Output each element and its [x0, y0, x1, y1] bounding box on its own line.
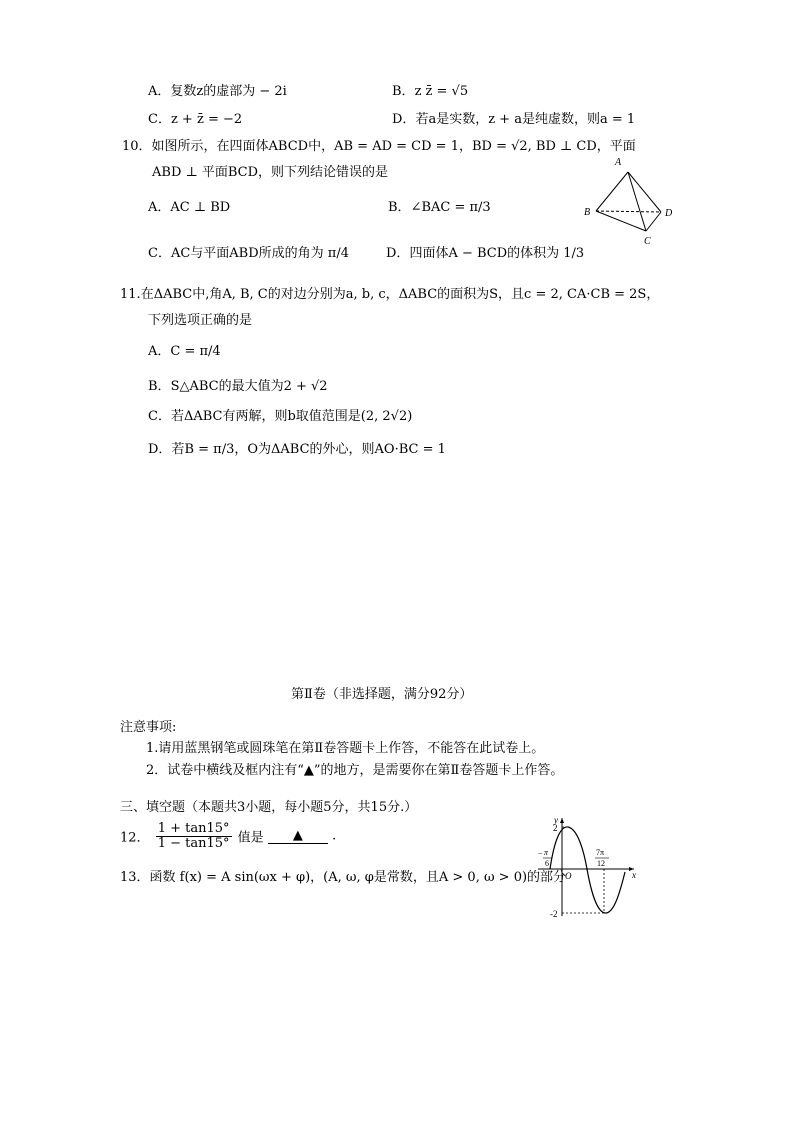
vertex-label-d: D [665, 208, 673, 219]
q12-answer-blank: ▲ [268, 828, 328, 844]
q10-option-d: D．四面体A − BCD的体积为 1/3 [386, 246, 585, 261]
q10-option-a: A．AC ⊥ BD [148, 200, 231, 215]
sine-curve [550, 827, 625, 913]
origin-label: O [565, 871, 572, 881]
q10-option-b: B．∠BAC = π/3 [388, 200, 491, 215]
q9-option-b: B．z z̄ = √5 [392, 84, 469, 99]
vertex-label-b: B [584, 207, 591, 218]
q12-numerator: 1 + tan15° [157, 821, 230, 836]
x-right-denominator: 12 [597, 859, 605, 868]
edge-ab [596, 172, 628, 211]
edge-bd-dashed [596, 211, 661, 212]
notice-item-2: 2．试卷中横线及框内注有“▲”的地方，是需要你在第Ⅱ卷答题卡上作答。 [146, 763, 564, 778]
q11-stem-line2: 下列选项正确的是 [148, 313, 253, 328]
notice-item-1: 1.请用蓝黑钢笔或圆珠笔在第Ⅱ卷答题卡上作答，不能答在此试卷上。 [146, 741, 545, 756]
tetrahedron-figure [580, 152, 680, 248]
edge-bc [596, 211, 646, 231]
x-right-numerator: 7π [596, 848, 605, 857]
vertex-label-a: A [615, 157, 622, 168]
q10-stem-line1: 10．如图所示，在四面体ABCD中，AB = AD = CD = 1，BD = √2, BD ⊥ CD，平面 [122, 139, 636, 154]
vertex-label-c: C [644, 236, 651, 247]
q12 [120, 822, 336, 850]
y-axis-label: y [554, 815, 558, 825]
part2-title: 第Ⅱ卷（非选择题，满分92分） [291, 687, 473, 702]
notice-title: 注意事项: [120, 720, 177, 735]
q12-fraction [156, 822, 232, 850]
y-axis-arrow [560, 818, 564, 823]
q11-option-d: D．若B = π/3，O为ΔABC的外心，则AO·BC = 1 [148, 442, 446, 457]
edge-dc [646, 212, 661, 231]
q10-option-c: C．AC与平面ABD所成的角为 π/4 [148, 246, 349, 261]
q9-option-d: D．若a是实数，z + a是纯虚数，则a = 1 [392, 112, 636, 127]
y-max-label: 2 [553, 823, 558, 833]
x-left-sign: − [538, 849, 543, 858]
q12-end: . [331, 828, 337, 844]
q9-option-a: A．复数z的虚部为 − 2i [148, 84, 287, 99]
y-min-label: -2 [550, 909, 558, 919]
sine-graph-figure [532, 812, 642, 922]
edge-ad [628, 172, 661, 212]
section3-heading: 三、填空题（本题共3小题，每小题5分，共15分.） [120, 800, 418, 815]
q9-option-c: C．z + z̄ = −2 [148, 112, 243, 127]
q12-number: 12． [120, 830, 150, 846]
q13: 13．函数 f(x) = A sin(ωx + φ)，(A, ω, φ是常数，且A > 0, ω > 0)的部分 [120, 870, 567, 885]
q11-option-c: C．若ΔABC有两解，则b取值范围是(2, 2√2) [148, 409, 413, 424]
q12-denominator: 1 − tan15° [157, 835, 230, 851]
q10-stem-line2: ABD ⊥ 平面BCD，则下列结论错误的是 [152, 165, 389, 180]
edge-ac [628, 172, 646, 231]
q11-stem-line1: 11.在ΔABC中,角A, B, C的对边分别为a, b, c，ΔABC的面积为S，且c = 2, CA·CB = 2S， [120, 287, 660, 302]
q11-option-b: B．S△ABC的最大值为2 + √2 [148, 379, 328, 394]
q11-option-a: A．C = π/4 [148, 344, 221, 359]
x-axis-label: x [632, 870, 636, 880]
x-left-numerator: π [544, 848, 549, 857]
q12-suffix: 值是 [237, 830, 264, 846]
x-left-denominator: 6 [545, 859, 549, 868]
